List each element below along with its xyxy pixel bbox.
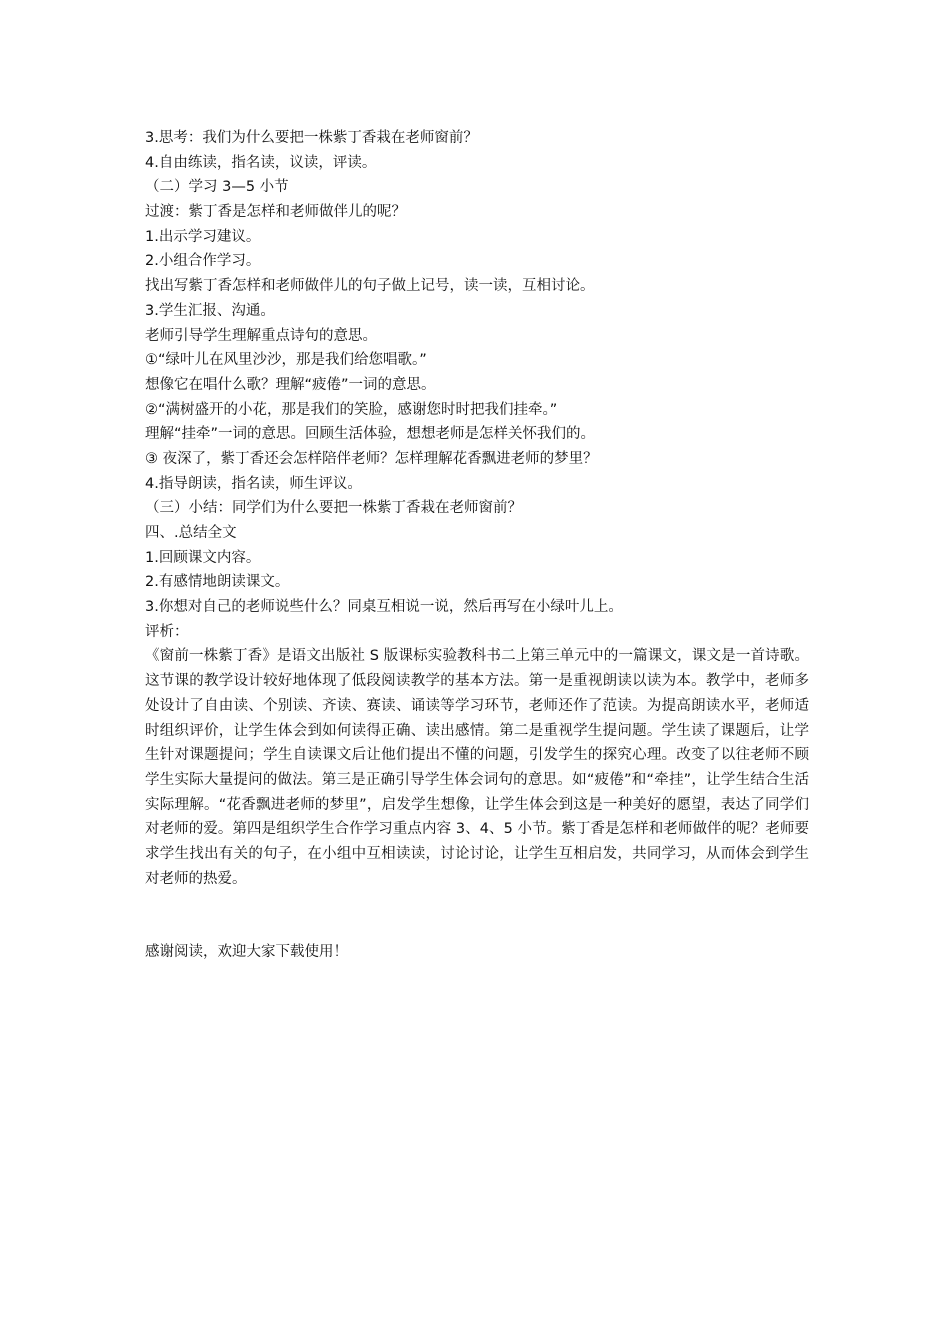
text-line: 3.思考：我们为什么要把一株紫丁香栽在老师窗前？ [145, 130, 478, 146]
closing-text: 感谢阅读，欢迎大家下载使用！ [145, 944, 348, 961]
section-heading: （二）学习 3—5 小节 [145, 179, 289, 196]
text-line: ②“满树盛开的小花，那是我们的笑脸，感谢您时时把我们挂牵。” [145, 401, 558, 418]
text-line: 2.小组合作学习。 [145, 253, 261, 270]
section-heading: （三）小结：同学们为什么要把一株紫丁香栽在老师窗前？ [145, 500, 522, 517]
text-line: 4.自由练读，指名读，议读，评读。 [145, 154, 377, 171]
text-line: 4.指导朗读，指名读，师生评议。 [145, 475, 362, 492]
text-line: 3.你想对自己的老师说些什么？同桌互相说一说，然后再写在小绿叶儿上。 [145, 599, 623, 616]
text-line: 1.回顾课文内容。 [145, 549, 261, 566]
commentary-paragraph: 《窗前一株紫丁香》是语文出版社 S 版课标实验教科书二上第三单元中的一篇课文，课文是一首诗歌。这节课的教学设计较好地体现了低段阅读教学的基本方法。第一是重视朗读以读为本。教学中，老师多处设计了自由读、个别读、齐读、赛读、诵读等学习环节，老师还作了范读。为提高朗读水平，老师适时组织评价，让学生体会到如何读得正确、读出感情。第二是重视学生提问题。学生读了课题后，让学生针对课题提问；学生自读课文后让他们提出不懂的问题，引发学生的探究心理。改变了以往老师不顾学生实际大量提问的做法。第三是正确引导学生体会词句的意思。如“疲倦”和“牵挂”，让学生结合生活实际理解。“花香飘进老师的梦里”，启发学生想像，让学生体会到这是一种美好的愿望，表达了同学们对老师的爱。第四是组织学生合作学习重点内容 3、4、5 小节。紫丁香是怎样和老师做伴的呢？老师要求学生找出有关的句子，在小组中互相读读，讨论讨论，让学生互相启发，共同学习，从而体会到学生对老师的热爱。 [145, 648, 809, 887]
text-line: 老师引导学生理解重点诗句的意思。 [145, 327, 377, 344]
text-line: 3.学生汇报、沟通。 [145, 302, 275, 319]
text-line: 想像它在唱什么歌？理解“疲倦”一词的意思。 [145, 376, 436, 393]
commentary-heading: 评析： [145, 623, 189, 640]
text-line: ①“绿叶儿在风里沙沙，那是我们给您唱歌。” [145, 352, 427, 369]
text-line: 找出写紫丁香怎样和老师做伴儿的句子做上记号，读一读，互相讨论。 [145, 278, 595, 295]
text-line: 理解“挂牵”一词的意思。回顾生活体验，想想老师是怎样关怀我们的。 [145, 426, 596, 443]
blank-space [145, 891, 809, 940]
text-line: 过渡：紫丁香是怎样和老师做伴儿的呢？ [145, 204, 406, 221]
document-body [145, 126, 809, 965]
text-line: 1.出示学习建议。 [145, 228, 261, 245]
text-line: 2.有感情地朗读课文。 [145, 574, 290, 591]
section-heading: 四、.总结全文 [145, 525, 237, 541]
text-line: ③ 夜深了，紫丁香还会怎样陪伴老师？怎样理解花香飘进老师的梦里？ [145, 450, 598, 467]
